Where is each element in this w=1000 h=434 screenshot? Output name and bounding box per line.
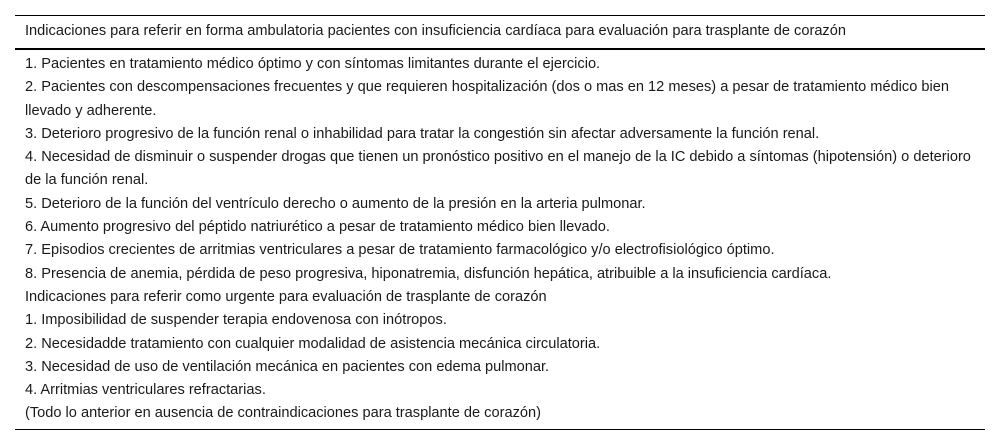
- table-row: 1. Pacientes en tratamiento médico óptimo y con síntomas limitantes durante el ejercicio.: [25, 56, 601, 72]
- table-footnote: (Todo lo anterior en ausencia de contraindicaciones para trasplante de corazón): [25, 405, 541, 422]
- table-row: 1. Imposibilidad de suspender terapia endovenosa con inótropos.: [25, 312, 447, 329]
- table-row: 5. Deterioro de la función del ventrículo derecho o aumento de la presión en la arteria pulmonar.: [25, 195, 646, 212]
- indications-table: [15, 15, 985, 430]
- table-row: 7. Episodios crecientes de arritmias ventriculares a pesar de tratamiento farmacológico y/o electrofisiológico óptimo.: [25, 242, 775, 259]
- table-row: 3. Necesidad de uso de ventilación mecánica en pacientes con edema pulmonar.: [25, 358, 550, 375]
- table-row: 8. Presencia de anemia, pérdida de peso progresiva, hiponatremia, disfunción hepática, atribuible a la insuficiencia cardíaca.: [25, 265, 832, 282]
- table-row: 4. Arritmias ventriculares refractarias.: [25, 382, 266, 399]
- table-body: [15, 50, 985, 430]
- table-row: 3. Deterioro progresivo de la función renal o inhabilidad para tratar la congestión sin afectar adversamente la función renal.: [25, 125, 820, 142]
- table-row: 2. Pacientes con descompensaciones frecuentes y que requieren hospitalización (dos o mas en 12 meses) a pesar de tratamiento médico bien llevado y adherente.: [25, 79, 949, 119]
- table-row: 4. Necesidad de disminuir o suspender drogas que tienen un pronóstico positivo en el manejo de la IC debido a síntomas (hipotensión) o deterioro de la función renal.: [25, 149, 971, 189]
- table-row: 6. Aumento progresivo del péptido natriurético a pesar de tratamiento médico bien llevado.: [25, 219, 610, 236]
- section-heading: Indicaciones para referir como urgente para evaluación de trasplante de corazón: [25, 288, 547, 305]
- table-header: Indicaciones para referir en forma ambulatoria pacientes con insuficiencia cardíaca para evaluación para trasplante de corazón: [15, 16, 985, 50]
- table-row: 2. Necesidadde tratamiento con cualquier modalidad de asistencia mecánica circulatoria.: [25, 335, 601, 352]
